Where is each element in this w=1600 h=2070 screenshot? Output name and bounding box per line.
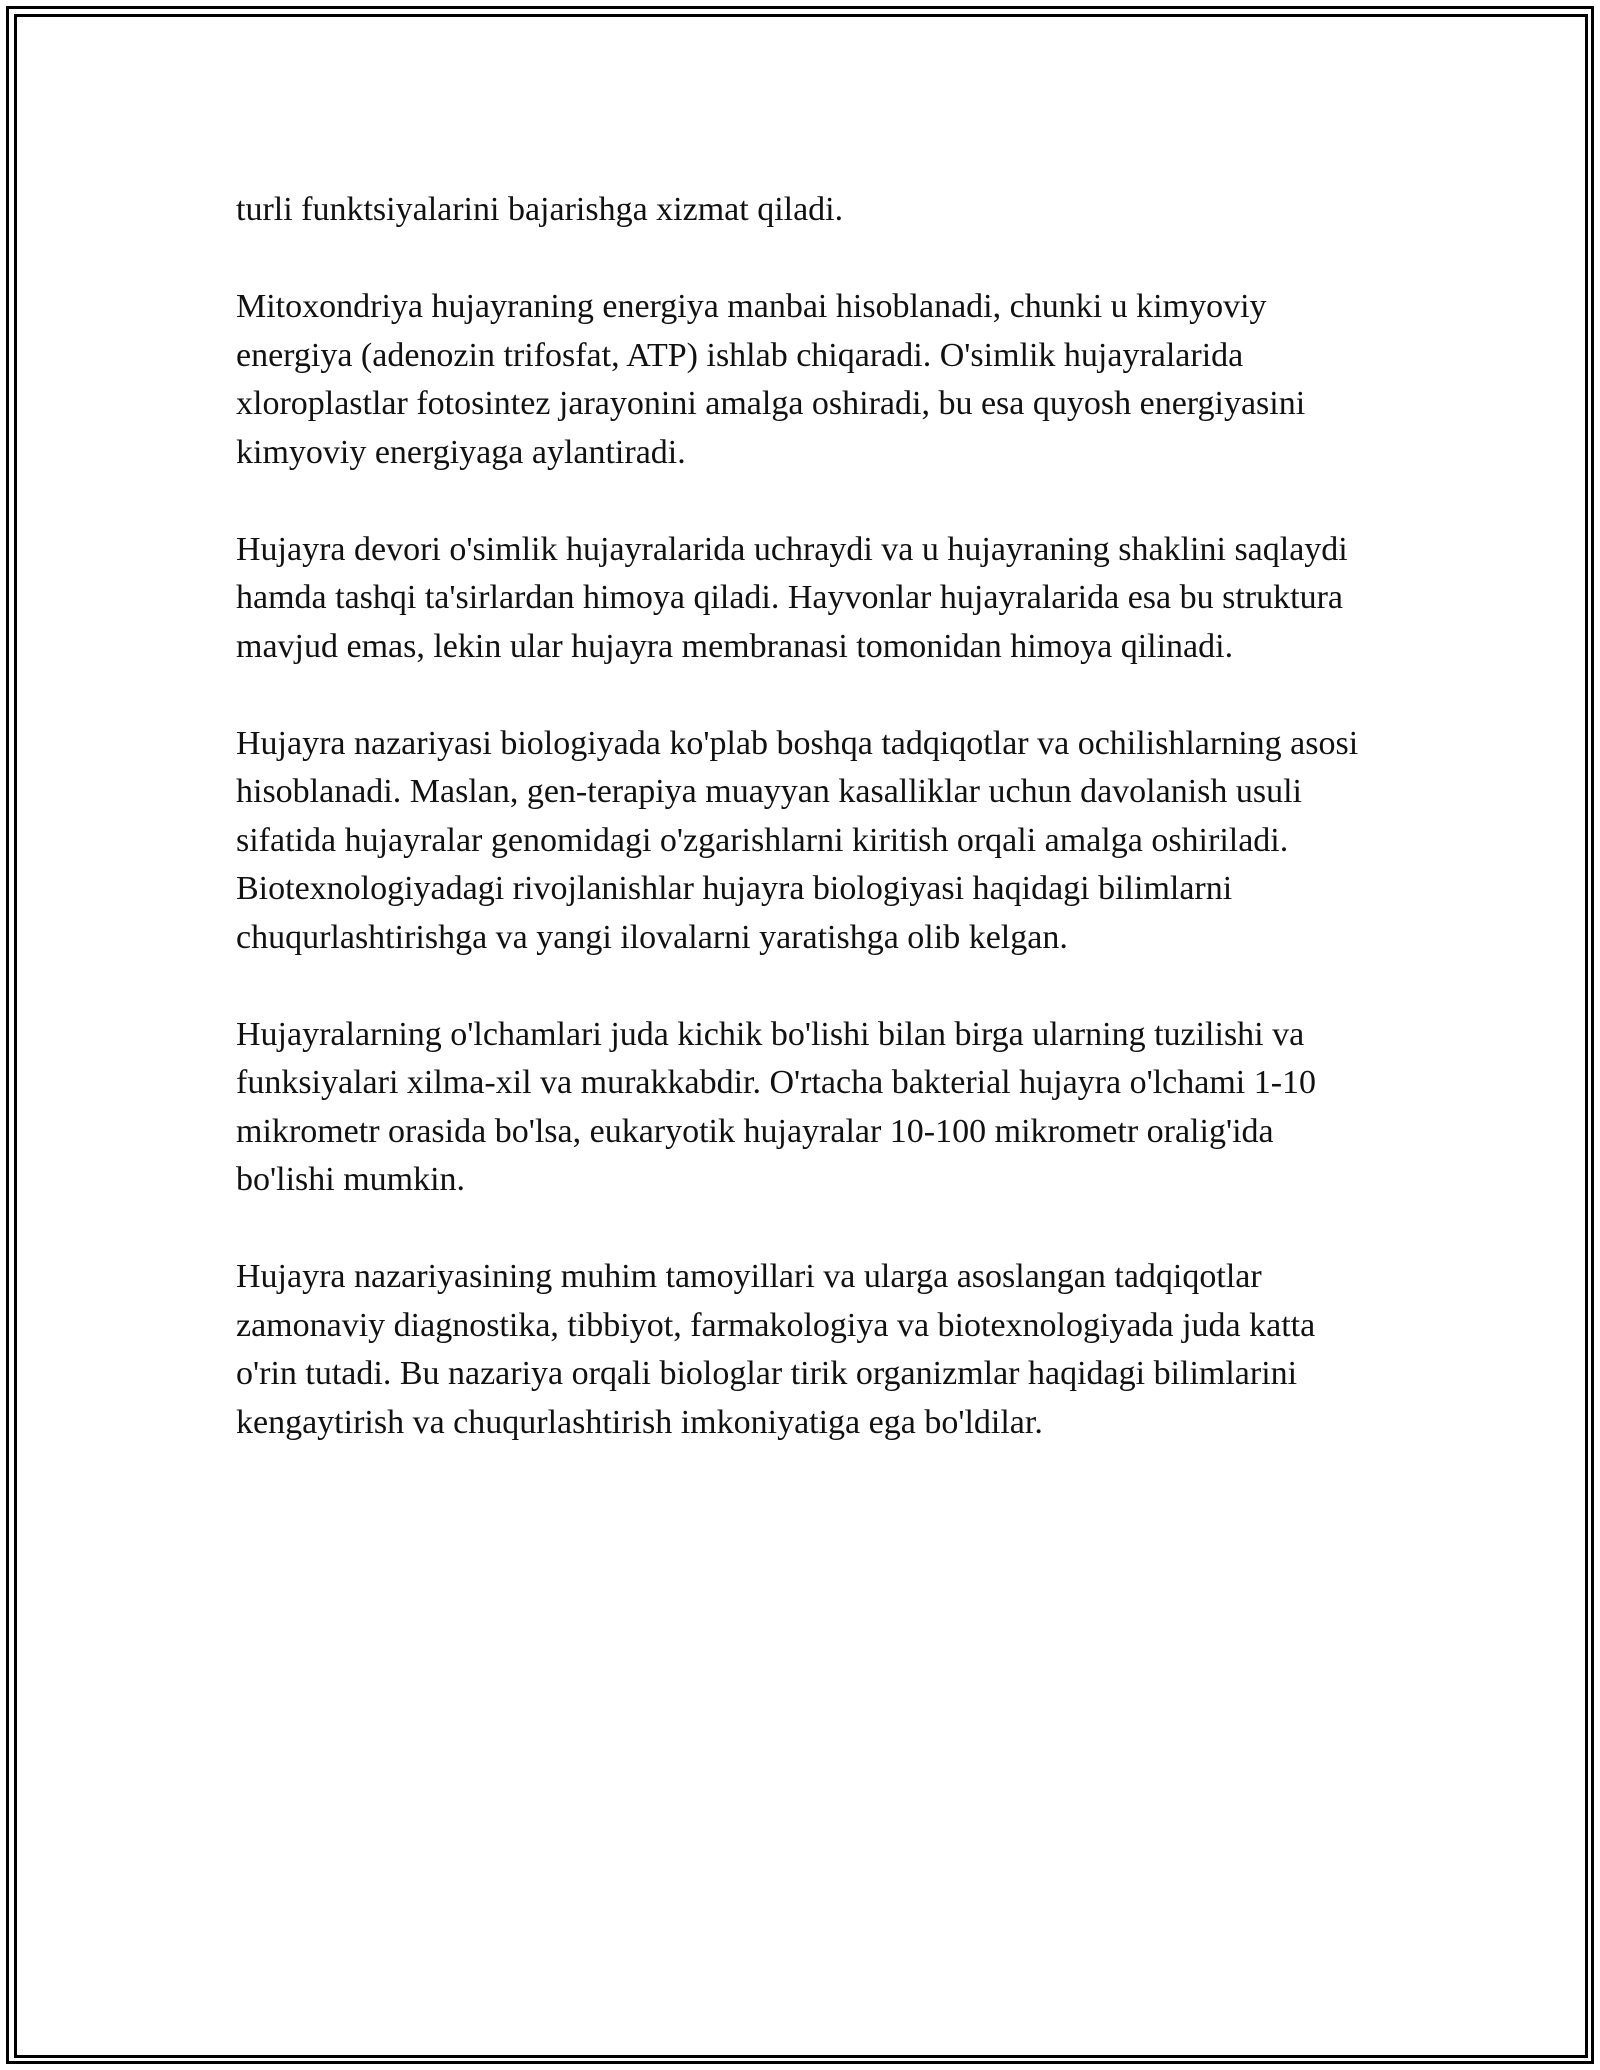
paragraph-cell-wall: Hujayra devori o'simlik hujayralarida uchraydi va u hujayraning shaklini saqlaydi hamda tashqi ta'sirlardan himoya qiladi. Hayvonlar hujayralarida esa bu struktura mavjud emas, lekin ular hujayra membranasi tomonidan himoya qilinadi. xyxy=(236,530,1348,665)
paragraph-cell-size: Hujayralarning o'lchamlari juda kichik bo'lishi bilan birga ularning tuzilishi va funksiyalari xilma-xil va murakkabdir. O'rtacha bakterial hujayra o'lchami 1-10 mikrometr orasida bo'lsa, eukaryotik hujayralar 10-100 mikrometr oralig'ida bo'lishi mumkin. xyxy=(236,1015,1317,1198)
paragraph-continuation: turli funktsiyalarini bajarishga xizmat qiladi. xyxy=(236,191,844,228)
paragraph-cell-theory-principles: Hujayra nazariyasining muhim tamoyillari va ularga asoslangan tadqiqotlar zamonaviy diagnostika, tibbiyot, farmakologiya va biotexnologiyada juda katta o'rin tutadi. Bu nazariya orqali biologlar tirik organizmlar haqidagi bilimlarini kengaytirish va chuqurlashtirish imkoniyatiga ega bo'ldilar. xyxy=(236,1258,1316,1441)
paragraph-cell-theory-research: Hujayra nazariyasi biologiyada ko'plab boshqa tadqiqotlar va ochilishlarning asosi hisoblanadi. Maslan, gen-terapiya muayyan kasalliklar uchun davolanish usuli sifatida hujayralar genomidagi o'zgarishlarni kiritish orqali amalga oshiriladi. Biotexnologiyadagi rivojlanishlar hujayra biologiyasi haqidagi bilimlarni chuqurlashtirishga va yangi ilovalarni yaratishga olib kelgan. xyxy=(236,724,1359,956)
paragraph-mitochondria: Mitoxondriya hujayraning energiya manbai hisoblanadi, chunki u kimyoviy energiya (adenozin trifosfat, ATP) ishlab chiqaradi. O'simlik hujayralarida xloroplastlar fotosintez jarayonini amalga oshiradi, bu esa quyosh energiyasini kimyoviy energiyaga aylantiradi. xyxy=(236,288,1306,471)
document-body xyxy=(236,186,1366,1496)
